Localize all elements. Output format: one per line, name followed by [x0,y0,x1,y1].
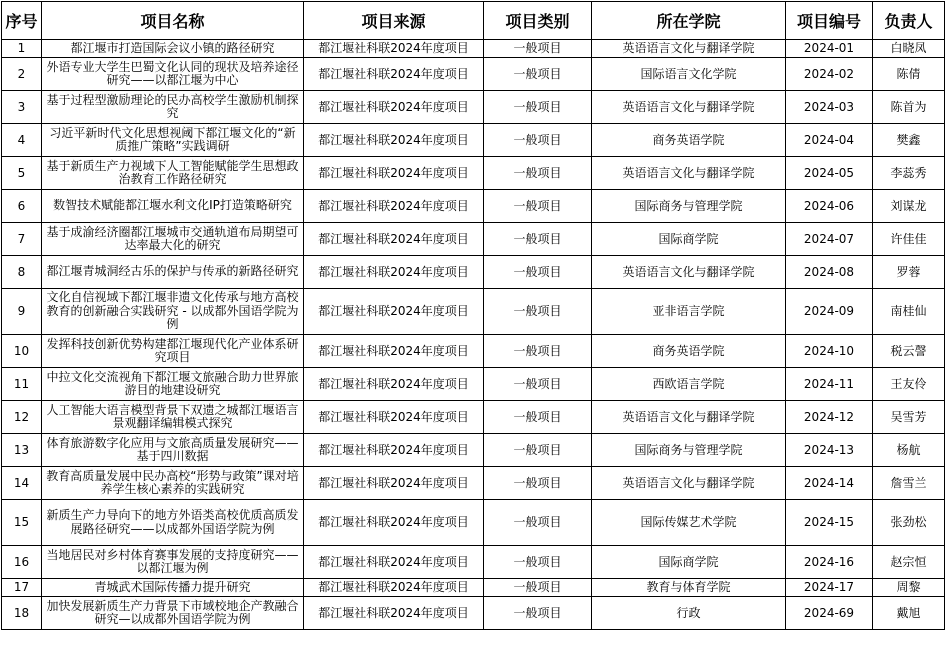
project-name: 发挥科技创新优势构建都江堰现代化产业体系研究项目 [42,335,304,368]
project-source: 都江堰社科联2024年度项目 [304,157,484,190]
project-source: 都江堰社科联2024年度项目 [304,40,484,58]
project-school: 国际语言文化学院 [592,58,786,91]
project-school: 商务英语学院 [592,124,786,157]
project-code: 2024-17 [786,579,873,597]
project-school: 亚非语言学院 [592,289,786,335]
project-code: 2024-15 [786,500,873,546]
project-source: 都江堰社科联2024年度项目 [304,500,484,546]
project-owner: 樊鑫 [873,124,945,157]
project-type: 一般项目 [484,289,592,335]
project-name: 基于成渝经济圈都江堰城市交通轨道布局期望可达率最大化的研究 [42,223,304,256]
project-owner: 刘谋龙 [873,190,945,223]
project-source: 都江堰社科联2024年度项目 [304,91,484,124]
table-row [2,401,945,434]
project-type: 一般项目 [484,401,592,434]
project-school: 商务英语学院 [592,335,786,368]
row-number: 11 [2,368,42,401]
project-type: 一般项目 [484,546,592,579]
row-number: 10 [2,335,42,368]
project-source: 都江堰社科联2024年度项目 [304,597,484,630]
project-owner: 王友伶 [873,368,945,401]
project-code: 2024-69 [786,597,873,630]
project-name: 都江堰青城洞经古乐的保护与传承的新路径研究 [42,256,304,289]
table-body [2,40,945,630]
project-table [1,1,945,630]
project-source: 都江堰社科联2024年度项目 [304,124,484,157]
project-school: 行政 [592,597,786,630]
row-number: 9 [2,289,42,335]
project-owner: 陈倩 [873,58,945,91]
table-row [2,124,945,157]
project-source: 都江堰社科联2024年度项目 [304,256,484,289]
project-name: 加快发展新质生产力背景下市域校地企产教融合研究—以成都外国语学院为例 [42,597,304,630]
project-owner: 税云謦 [873,335,945,368]
row-number: 4 [2,124,42,157]
project-school: 教育与体育学院 [592,579,786,597]
row-number: 7 [2,223,42,256]
project-type: 一般项目 [484,256,592,289]
project-code: 2024-12 [786,401,873,434]
project-type: 一般项目 [484,579,592,597]
row-number: 12 [2,401,42,434]
table-row [2,597,945,630]
row-number: 2 [2,58,42,91]
project-owner: 吴雪芳 [873,401,945,434]
project-name: 教育高质量发展中民办高校“形势与政策”课对培养学生核心素养的实践研究 [42,467,304,500]
row-number: 3 [2,91,42,124]
project-source: 都江堰社科联2024年度项目 [304,401,484,434]
project-name: 人工智能大语言模型背景下双遗之城都江堰语言景观翻译编辑模式探究 [42,401,304,434]
table-row [2,467,945,500]
project-type: 一般项目 [484,467,592,500]
project-name: 青城武术国际传播力提升研究 [42,579,304,597]
project-owner: 白晓凤 [873,40,945,58]
project-type: 一般项目 [484,223,592,256]
project-owner: 张劲松 [873,500,945,546]
row-number: 6 [2,190,42,223]
project-code: 2024-05 [786,157,873,190]
project-source: 都江堰社科联2024年度项目 [304,335,484,368]
project-name: 当地居民对乡村体育赛事发展的支持度研究——以都江堰为例 [42,546,304,579]
row-number: 17 [2,579,42,597]
project-type: 一般项目 [484,500,592,546]
project-code: 2024-11 [786,368,873,401]
project-name: 外语专业大学生巴蜀文化认同的现状及培养途径研究——以都江堰为中心 [42,58,304,91]
project-code: 2024-14 [786,467,873,500]
project-type: 一般项目 [484,434,592,467]
header-source: 项目来源 [304,2,484,40]
project-owner: 许佳佳 [873,223,945,256]
project-type: 一般项目 [484,190,592,223]
project-type: 一般项目 [484,157,592,190]
table-row [2,335,945,368]
header-code: 项目编号 [786,2,873,40]
project-code: 2024-03 [786,91,873,124]
project-source: 都江堰社科联2024年度项目 [304,467,484,500]
row-number: 14 [2,467,42,500]
project-code: 2024-01 [786,40,873,58]
project-type: 一般项目 [484,91,592,124]
project-school: 英语语言文化与翻译学院 [592,401,786,434]
header-school: 所在学院 [592,2,786,40]
project-school: 英语语言文化与翻译学院 [592,91,786,124]
row-number: 1 [2,40,42,58]
project-code: 2024-10 [786,335,873,368]
project-owner: 杨航 [873,434,945,467]
table-row [2,58,945,91]
project-owner: 赵宗恒 [873,546,945,579]
table-row [2,40,945,58]
project-owner: 詹雪兰 [873,467,945,500]
project-owner: 南桂仙 [873,289,945,335]
project-school: 国际商学院 [592,546,786,579]
project-code: 2024-13 [786,434,873,467]
row-number: 8 [2,256,42,289]
project-type: 一般项目 [484,597,592,630]
table-row [2,434,945,467]
header-type: 项目类别 [484,2,592,40]
project-name: 文化自信视域下都江堰非遗文化传承与地方高校教育的创新融合实践研究 - 以成都外国语学院为例 [42,289,304,335]
row-number: 15 [2,500,42,546]
table-row [2,157,945,190]
table-row [2,579,945,597]
project-code: 2024-02 [786,58,873,91]
project-source: 都江堰社科联2024年度项目 [304,190,484,223]
project-code: 2024-08 [786,256,873,289]
project-type: 一般项目 [484,335,592,368]
row-number: 16 [2,546,42,579]
project-source: 都江堰社科联2024年度项目 [304,58,484,91]
project-name: 数智技术赋能都江堰水利文化IP打造策略研究 [42,190,304,223]
header-no: 序号 [2,2,42,40]
project-code: 2024-07 [786,223,873,256]
table-row [2,91,945,124]
project-school: 英语语言文化与翻译学院 [592,157,786,190]
project-code: 2024-06 [786,190,873,223]
project-source: 都江堰社科联2024年度项目 [304,579,484,597]
project-school: 西欧语言学院 [592,368,786,401]
row-number: 18 [2,597,42,630]
project-type: 一般项目 [484,40,592,58]
project-name: 体育旅游数字化应用与文旅高质量发展研究——基于四川数据 [42,434,304,467]
project-school: 国际商学院 [592,223,786,256]
project-name: 都江堰市打造国际会议小镇的路径研究 [42,40,304,58]
project-owner: 李蕊秀 [873,157,945,190]
header-owner: 负责人 [873,2,945,40]
project-source: 都江堰社科联2024年度项目 [304,289,484,335]
project-name: 习近平新时代文化思想视阈下都江堰文化的“新质推广策略”实践调研 [42,124,304,157]
project-school: 英语语言文化与翻译学院 [592,467,786,500]
table-header-row [2,2,945,40]
project-source: 都江堰社科联2024年度项目 [304,546,484,579]
project-source: 都江堰社科联2024年度项目 [304,368,484,401]
project-name: 基于过程型激励理论的民办高校学生激励机制探究 [42,91,304,124]
project-school: 国际商务与管理学院 [592,434,786,467]
header-name: 项目名称 [42,2,304,40]
project-code: 2024-09 [786,289,873,335]
project-school: 英语语言文化与翻译学院 [592,256,786,289]
row-number: 13 [2,434,42,467]
table-row [2,256,945,289]
project-name: 新质生产力导向下的地方外语类高校优质高质发展路径研究——以成都外国语学院为例 [42,500,304,546]
table-row [2,368,945,401]
project-type: 一般项目 [484,58,592,91]
project-owner: 周黎 [873,579,945,597]
row-number: 5 [2,157,42,190]
project-source: 都江堰社科联2024年度项目 [304,223,484,256]
project-type: 一般项目 [484,368,592,401]
table-row [2,546,945,579]
project-school: 国际传媒艺术学院 [592,500,786,546]
project-code: 2024-16 [786,546,873,579]
project-owner: 罗蓉 [873,256,945,289]
project-source: 都江堰社科联2024年度项目 [304,434,484,467]
table-row [2,500,945,546]
project-school: 国际商务与管理学院 [592,190,786,223]
table-row [2,190,945,223]
project-school: 英语语言文化与翻译学院 [592,40,786,58]
table-row [2,223,945,256]
project-owner: 陈首为 [873,91,945,124]
table-row [2,289,945,335]
project-owner: 戴旭 [873,597,945,630]
project-code: 2024-04 [786,124,873,157]
project-name: 中拉文化交流视角下都江堰文旅融合助力世界旅游目的地建设研究 [42,368,304,401]
project-name: 基于新质生产力视域下人工智能赋能学生思想政治教育工作路径研究 [42,157,304,190]
project-type: 一般项目 [484,124,592,157]
